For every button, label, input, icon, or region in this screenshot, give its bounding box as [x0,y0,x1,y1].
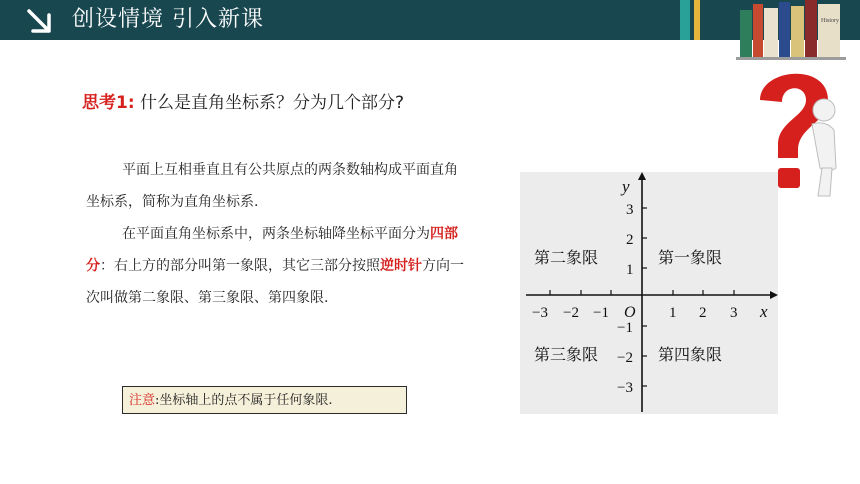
definition-paragraph [86,154,471,218]
y-axis-arrow [638,172,646,180]
x-tick-label: 1 [669,305,677,321]
definition-text: 平面上互相垂直且有公共原点的两条数轴构成平面直角坐标系，简称为直角坐标系. [86,162,458,210]
origin-label: O [624,304,636,321]
y-tick-label: −1 [617,320,633,336]
y-axis-label: y [622,177,630,196]
y-tick-label: −2 [617,350,633,366]
x-tick-label: −2 [563,305,579,321]
section-title: 创设情境 引入新课 [72,7,264,32]
quadrant-text-part2: ：右上方的部分叫第一象限，其它三部分按照 [100,258,380,274]
x-tick-label: 3 [730,305,738,321]
quadrant-4-label: 第四象限 [658,347,723,364]
y-tick-label: 2 [626,232,634,248]
header-stripe [680,0,690,40]
header-stripe [694,0,700,40]
svg-text:History: History [821,18,839,24]
question-label: 思考1: [82,93,135,113]
question-title [82,88,404,113]
highlight-counterclockwise: 逆时针 [380,258,422,274]
x-tick-label: −3 [532,305,548,321]
arrow-down-right-icon [24,6,54,36]
question-text: 什么是直角坐标系？分为几个部分? [140,93,405,113]
y-tick-label: 3 [626,202,634,218]
quadrant-paragraph [86,218,471,314]
quadrant-3-label: 第三象限 [534,347,599,364]
y-tick-label: 1 [626,262,634,278]
coordinate-plane-figure [520,172,778,414]
x-tick-label: −1 [593,305,609,321]
quadrant-1-label: 第一象限 [658,250,723,267]
books-icon [736,0,846,60]
quadrant-text-part3: 方向一次叫做第二象限、第三象限、第四象限. [86,258,464,306]
note-label: 注意 [129,393,156,408]
x-axis-label: x [760,302,768,321]
header-bar [0,0,860,40]
note-text: :坐标轴上的点不属于任何象限. [155,393,333,408]
y-tick-label: −3 [617,380,633,396]
quadrant-text-part1: 在平面直角坐标系中，两条坐标轴降坐标平面分为 [122,226,430,242]
x-axis-arrow [770,291,778,299]
highlight-four-parts: 四部分 [86,226,458,274]
quadrant-2-label: 第二象限 [534,250,599,267]
x-tick-label: 2 [699,305,707,321]
note-box [122,386,407,414]
